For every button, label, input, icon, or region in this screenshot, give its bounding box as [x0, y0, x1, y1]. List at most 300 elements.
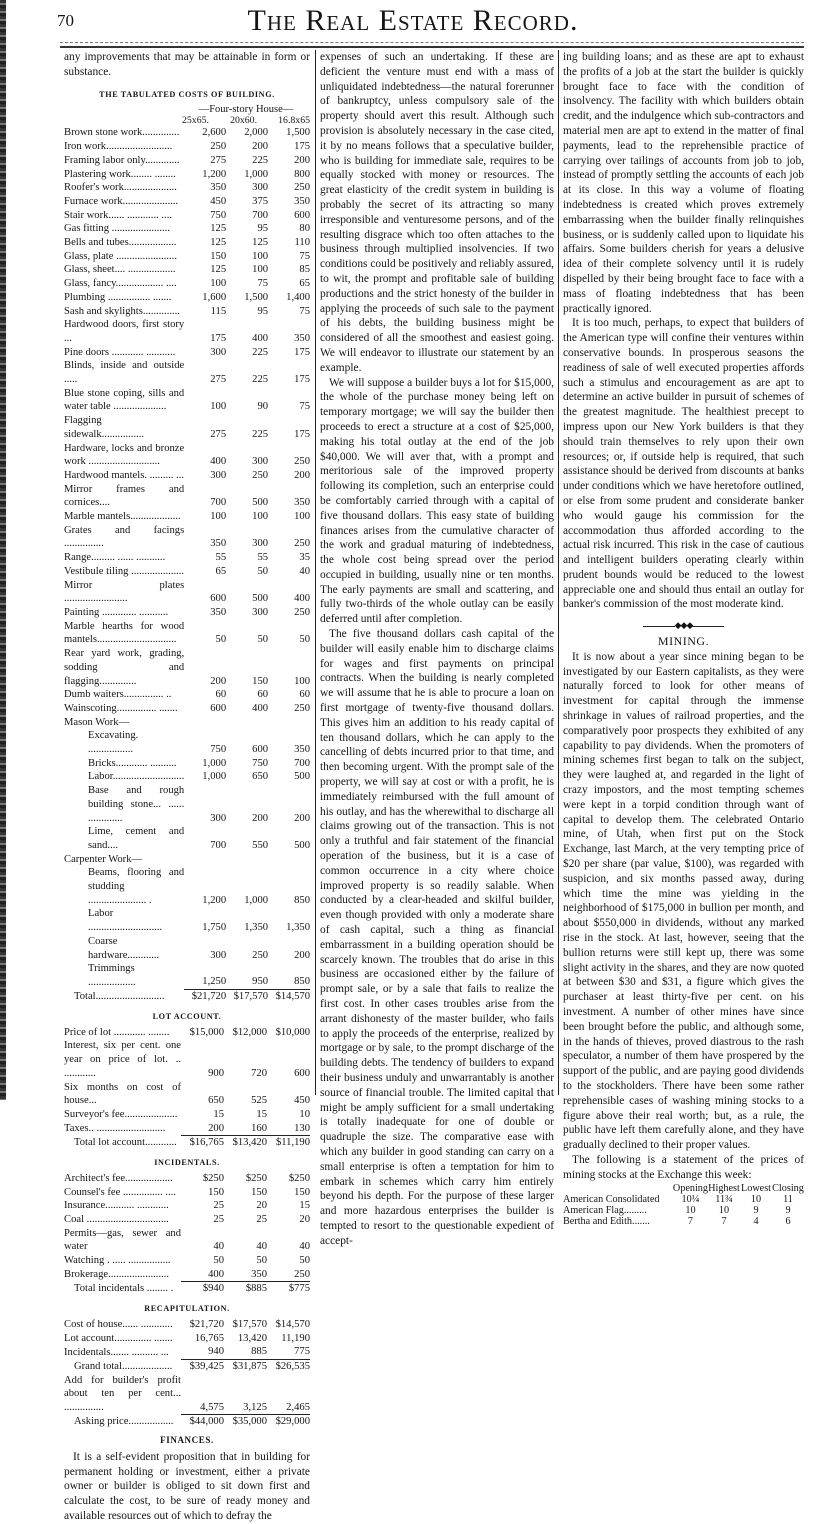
cell-value: $12,000 — [232, 1026, 267, 1038]
cell-value: 50 — [299, 1255, 310, 1267]
row-label: Excavating. ................. — [88, 730, 139, 756]
cell-value: 300 — [210, 346, 227, 358]
stock-row — [563, 1205, 804, 1216]
cell-value: 500 — [252, 593, 269, 605]
scan-edge — [0, 0, 6, 1100]
cell-value: 50 — [213, 1255, 224, 1267]
stock-row — [563, 1216, 804, 1227]
stock-name: Bertha and Edith....... — [563, 1215, 650, 1227]
row-label: Price of lot ............ ........ — [64, 1026, 170, 1038]
cell-value: 400 — [294, 593, 310, 605]
cell-value: 160 — [251, 1122, 267, 1134]
table-row — [64, 1282, 310, 1296]
cell-value: 525 — [251, 1095, 267, 1107]
cell-value: 800 — [294, 168, 310, 180]
lot-account-title: LOT ACCOUNT. — [152, 1011, 222, 1021]
stock-price: 11 — [783, 1193, 793, 1205]
table-row — [64, 729, 310, 756]
cell-value: 200 — [252, 141, 269, 153]
cell-value: 15 — [299, 1200, 310, 1212]
row-label: Hardware, locks and bronze work ........................... — [64, 442, 185, 468]
costs-table — [64, 126, 310, 1004]
row-label: Mirror plates ........................ — [64, 579, 185, 605]
table-row — [64, 907, 310, 934]
row-label: Sash and skylights.............. — [64, 305, 180, 317]
cell-value: 750 — [210, 209, 227, 221]
cell-value: $250 — [245, 1172, 267, 1184]
paragraph: expenses of such an undertaking. If these are deficient the venture must end with a mass of unliquidated indebtedness—the natural forerunner of bankruptcy, unless compulsory sale of the property should avert this result. Although such provision is absolutely necessary in the case cited, it by no means follows that a speculative builder, who is building for immediate sale, requires to be equally stocked with money or resources. The great elasticity of the credit system in building is probably the secret of its attracting so many irresponsible and venturesome persons, and of the resulting disgrace which too often attaches to the business through multiplied insolvencies. If two conditions could be positively and reliably assured, to wit, the prompt and profitable sale of building productions and the strict honesty of the builder in applying the proceeds of such sale to the payment of his debts, the building business might be considered of all the smoothest and easiest going. We will endeavor to illustrate our statement by an example. — [320, 51, 554, 374]
recap-rows — [64, 1318, 310, 1360]
row-label: Beams, flooring and studding ...................... . — [88, 867, 185, 906]
cell-value: 110 — [294, 237, 310, 249]
row-label: Gas fitting ...................... — [64, 223, 170, 235]
cell-value: 35 — [299, 552, 310, 564]
lot-rows — [64, 1026, 310, 1136]
cell-value: 200 — [294, 154, 310, 166]
row-label: Painting ............. ........... — [64, 607, 169, 618]
cell-value: 25 — [256, 1213, 267, 1225]
table-row — [64, 524, 310, 551]
cell-value: 1,250 — [202, 976, 227, 988]
column-header: 25x65. — [182, 115, 209, 127]
cell-value: 350 — [294, 195, 310, 207]
cell-value: 40 — [299, 1241, 310, 1253]
table-row — [64, 318, 310, 345]
table-row — [64, 1199, 310, 1213]
cell-value: $775 — [267, 1282, 310, 1296]
table-row — [64, 565, 310, 579]
row-label: Hardwood mantels. ......... ... — [64, 469, 185, 481]
cell-value: $13,420 — [224, 1136, 267, 1150]
stock-column-header: Closing — [772, 1182, 804, 1194]
intro-text: any improvements that may be attainable in form or substance. — [64, 51, 310, 78]
cell-value: 1,500 — [286, 127, 310, 139]
cell-value: 275 — [210, 428, 227, 440]
row-label: Coarse hardware............ — [88, 935, 160, 961]
table-row — [64, 195, 310, 209]
table-row — [64, 757, 310, 771]
table-row — [64, 962, 310, 989]
mining-stocks-table — [563, 1183, 804, 1227]
cell-value: 100 — [252, 264, 269, 276]
table-row — [64, 1268, 310, 1282]
cell-value: 125 — [252, 237, 269, 249]
row-label: Lime, cement and sand.... — [88, 826, 185, 851]
table-row — [64, 770, 310, 784]
cell-value: 250 — [252, 469, 269, 481]
cell-value: 400 — [210, 456, 227, 468]
lot-total — [64, 1136, 310, 1150]
table-row — [64, 647, 310, 688]
cell-value: $16,765 — [181, 1136, 224, 1150]
row-label: Total lot account............ — [74, 1137, 177, 1149]
row-label: Glass, sheet.... .................. — [64, 264, 176, 276]
cell-value: 125 — [210, 264, 227, 276]
recap-table — [64, 1318, 310, 1429]
cell-value: 2,465 — [286, 1401, 310, 1413]
cell-value: 1,200 — [202, 894, 227, 906]
cell-value: 1,600 — [202, 291, 227, 303]
row-label: Surveyor's fee.................... — [64, 1108, 178, 1120]
cell-value: 650 — [208, 1095, 224, 1107]
table-row — [64, 305, 310, 319]
cell-value: $44,000 — [181, 1415, 224, 1429]
cell-value: 1,350 — [244, 922, 269, 934]
cell-value: 400 — [252, 332, 269, 344]
incidental-rows — [64, 1172, 310, 1282]
cell-value: 100 — [294, 675, 310, 687]
cell-value: 175 — [294, 346, 310, 358]
cell-value: 250 — [294, 182, 310, 194]
cell-value: 50 — [256, 1255, 267, 1267]
cell-value: 1,000 — [202, 771, 227, 783]
cell-value: 20 — [299, 1213, 310, 1225]
recap-title: RECAPITULATION. — [144, 1304, 230, 1314]
cell-value: 700 — [294, 757, 310, 769]
stock-price: 10 — [685, 1204, 696, 1216]
table-row — [64, 866, 310, 907]
cell-value: $21,720 — [189, 1318, 224, 1330]
row-label: Wainscoting............... ....... — [64, 702, 178, 714]
cell-value: 650 — [252, 771, 269, 783]
table-row — [64, 1108, 310, 1122]
cell-value: $21,720 — [184, 990, 226, 1004]
cell-value: 100 — [210, 278, 227, 290]
cell-value: 225 — [252, 428, 269, 440]
header-rule-dashed — [60, 42, 804, 43]
row-label: Taxes.. .......................... — [64, 1123, 166, 1135]
cell-value: 775 — [294, 1346, 310, 1358]
row-label: Grates and facings ............... — [64, 524, 185, 550]
row-label: Labor ............................ — [88, 908, 163, 934]
row-label: Six months on cost of house... — [64, 1081, 181, 1107]
cell-value: 850 — [294, 976, 310, 988]
row-label: Brokerage....................... — [64, 1269, 170, 1281]
cell-value: 1,400 — [286, 291, 310, 303]
cell-value: 1,000 — [244, 168, 269, 180]
table-row — [64, 236, 310, 250]
cell-value: 250 — [294, 456, 310, 468]
table-row — [64, 222, 310, 236]
row-label: Total incidentals ........ . — [74, 1283, 174, 1295]
row-label: Bricks............ .......... — [88, 757, 177, 769]
table-row — [64, 935, 310, 962]
table-row — [64, 1122, 310, 1136]
cell-value: 75 — [299, 401, 310, 413]
paragraph: It is too much, perhaps, to expect that builders of the American type will confine their ventures within conservative bounds. In prosperous seasons the readiness of sale of well executed properties affords such a stimulus and encouragement as are apt to determine an active builder in pursuit of schemes of the greatest magnitude. The healthiest precept to impress upon our New York builders is that they should train themselves to rely upon their own resources; or, if outside help is required, that such assistance should be derived from discounts at banks under conditions which we have heretofore outlined, or else from some prudent and considerate banker who would gauge his commission for the accommodation thus afforded according to the actual risk incurred. This risk in the case of cautious and intelligent builders operating clearly within prudent bounds would be reduced to the lowest appreciable one and should thus entail an outlay for banker's commission of the most moderate kind. — [563, 317, 804, 611]
row-label: Iron work......................... — [64, 141, 173, 153]
row-label: Plumbing ................ ....... — [64, 291, 172, 303]
row-label: Total.......................... — [74, 991, 165, 1003]
row-label: Permits—gas, sewer and water — [64, 1227, 181, 1253]
paragraph: It is now about a year since mining began to be investigated by our Eastern capitalists, as they were naturally forced to look for other means of investment for capital through the immense shrinkage in values of railroad properties, and the comparatively poor prospects they exhibited of any capability to pay dividends. When the promoters of mining schemes first began to talk on the subject, they were laughed at, and regarded in the light of crazy impostors, and the most tempting schemes were kept in a torpid condition through want of capital to develop them. The celebrated Ontario mine, of Utah, when first put on the Stock Exchange, last March, at the very tempting price of $20 per share (par value, $100), was regarded with suspicion, and six months passed away, during which time the mine was yielding in the neighborhood of $175,000 in bullion per month, and about $550,000 in dividends, without any marked rise in the stock. At last, however, seeing that the bullion returns were still kept up, there was some slight activity in the shares, and they are now quoted at between $30 and $31, a figure which gives the purchaser at least thirty-five per cent. on his investment. A number of other mines have since been brought before the public, and although some, in the hands of thieves, proved diastrous to the rash speculator, a number of them have prospered by the support of the public, and are paying good dividends to the stockholders. There have been some rather reprehensible cases of washing mining stocks to a figure above their real worth; but, as a rule, the public have left them carefully alone, and they have gradually declined to their proper values. — [563, 650, 804, 1152]
cell-value: 125 — [210, 237, 227, 249]
row-label: Watching . ..... ................ — [64, 1255, 171, 1267]
cell-value: 225 — [252, 374, 269, 386]
building-total — [64, 990, 310, 1004]
cell-value: 1,000 — [202, 757, 227, 769]
table-row — [64, 442, 310, 469]
table-row — [64, 250, 310, 264]
finances-heading: FINANCES. — [160, 1435, 214, 1446]
cell-value: 175 — [294, 374, 310, 386]
table-row — [64, 606, 310, 620]
cell-value: 885 — [251, 1346, 267, 1358]
cell-value: 90 — [257, 401, 269, 413]
stock-price: 6 — [785, 1215, 791, 1227]
stock-column-header: Opening — [672, 1182, 708, 1194]
incidentals-title: INCIDENTALS. — [154, 1158, 220, 1168]
stock-price: 7 — [721, 1215, 727, 1227]
row-label: Labor........................... — [88, 771, 185, 783]
row-label: Brown stone work.............. — [64, 127, 180, 139]
cell-value: 950 — [252, 976, 269, 988]
stock-name: American Flag......... — [563, 1204, 647, 1216]
row-label: Asking price................. — [74, 1416, 174, 1428]
table-row — [64, 1026, 310, 1040]
row-label: Stair work...... ............ .... — [64, 209, 172, 221]
column-2 — [320, 50, 554, 1249]
cell-value: 400 — [208, 1268, 224, 1280]
cell-value: 275 — [210, 154, 227, 166]
row-label: Framing labor only............. — [64, 154, 180, 166]
row-label: Insurance........... ............ — [64, 1200, 169, 1212]
carpenter-rows — [64, 866, 310, 989]
row-label: Base and rough building stone... ...... ............. — [88, 785, 185, 824]
cell-value: 350 — [251, 1268, 267, 1280]
table-row — [64, 346, 310, 360]
mason-rows — [64, 729, 310, 852]
cell-value: 150 — [294, 1186, 310, 1198]
cell-value: 300 — [252, 456, 269, 468]
cell-value: 150 — [210, 250, 227, 262]
cell-value: 16,765 — [194, 1332, 224, 1344]
table-row — [64, 990, 310, 1004]
cell-value: 200 — [294, 949, 310, 961]
table-row — [64, 1318, 310, 1332]
column-header: 20x60. — [230, 115, 258, 127]
stock-price: 10 — [718, 1204, 730, 1216]
table-row — [64, 1227, 310, 1254]
section-ornament: ◆◆◆ — [563, 618, 804, 633]
incidentals-table — [64, 1172, 310, 1296]
stock-price: 9 — [753, 1204, 759, 1216]
cell-value: 150 — [252, 675, 269, 687]
row-label: Cost of house...... ............ — [64, 1318, 173, 1330]
cell-value: 250 — [252, 949, 269, 961]
stock-price: 7 — [687, 1215, 693, 1227]
column-divider — [558, 50, 559, 1095]
row-label: Interest, six per cent. one year on price of lot. .. ............ — [64, 1040, 181, 1079]
row-label: Blinds, inside and outside ..... — [64, 360, 185, 386]
finances-text: It is a self-evident proposition that in building for permanent holding or investment, either a private owner or builder is obliged to sit down first and calculate the cost, to be sure of ready money and available resources out of which to defray the — [64, 1450, 310, 1523]
cell-value: 700 — [210, 497, 227, 509]
cell-value: 1,200 — [202, 168, 227, 180]
cell-value: 10 — [299, 1108, 310, 1120]
stock-name: American Consolidated — [563, 1193, 660, 1205]
profit-row — [64, 1374, 310, 1415]
cell-value: 60 — [215, 689, 227, 701]
row-label: Range......... ...... ........... — [64, 552, 166, 564]
cell-value: 250 — [294, 538, 310, 550]
cell-value: 65 — [299, 278, 310, 290]
stock-row — [563, 1194, 804, 1205]
row-label: Roofer's work.................... — [64, 182, 177, 194]
table-row — [64, 469, 310, 483]
mason-header: Mason Work— — [64, 716, 130, 728]
table-row — [64, 1415, 310, 1429]
column-3 — [563, 50, 804, 1227]
paragraph: The following is a statement of the prices of mining stocks at the Exchange this week: — [563, 1153, 804, 1181]
row-label: Hardwood doors, first story ... — [64, 319, 185, 344]
cell-value: 85 — [299, 264, 310, 276]
table-row — [64, 579, 310, 606]
cell-value: 25 — [213, 1213, 224, 1225]
cell-value: 15 — [213, 1108, 224, 1120]
cell-value: $14,570 — [275, 1318, 310, 1330]
cell-value: 300 — [252, 607, 269, 618]
row-label: Pine doors ............ ........... — [64, 346, 176, 358]
row-label: Marble hearths for wood mantels.............................. — [64, 620, 185, 646]
cell-value: 50 — [257, 565, 269, 577]
cell-value: 250 — [294, 702, 310, 714]
cell-value: 1,500 — [244, 291, 269, 303]
grand-total — [64, 1360, 310, 1374]
cell-value: 95 — [257, 305, 269, 317]
row-label: Bells and tubes.................. — [64, 237, 177, 249]
cell-value: 100 — [252, 511, 269, 523]
table-row — [64, 168, 310, 182]
table-row — [64, 1039, 310, 1080]
building-rows — [64, 126, 310, 715]
cell-value: 200 — [294, 469, 310, 481]
cell-value: 2,000 — [244, 127, 269, 139]
table-row — [64, 140, 310, 154]
row-label: Plastering work........ ........ — [64, 168, 176, 180]
cell-value: $29,000 — [267, 1415, 310, 1429]
cell-value: $885 — [224, 1282, 267, 1296]
cell-value: 60 — [257, 689, 269, 701]
cell-value: 225 — [252, 346, 269, 358]
cell-value: 2,600 — [202, 127, 227, 139]
cell-value: 1,750 — [202, 922, 227, 934]
paragraph: The five thousand dollars cash capital of the builder will easily enable him to discharge claims for wages and first payments on principal contracts. When the building is nearly completed we will assume that he is able to procure a loan on first mortgage of twenty-five thousand dollars. This gives him an addition to his ready capital of ten thousand dollars, which he can apply to the cancelling of debts incurred prior to that time, and then becoming urgent. With the prompt sale of the property, we will say at cost or with a profit, he is immediately reimbursed with the full amount of his outlay, and has the wherewithal to discharge all claims growing out of the transaction. This is not only a truthful and fair statement of the financial operation of the business, but it is a case of common occurrence in a city where choice improved property is so readily salable. When conducted by a clear-headed and skilful builder, even though provided with only a moderate share of cash capital, such a thing as financial embarrassment in a building operation should be scarcely known. The troubles that do arise in this business are occasioned either by the failure of prompt sale, or by a sale that fails to realize the first cost. In other cases troubles arise from the arrant dishonesty of the master builder, who fails to apply the proceeds of the enterprise, realized by mortgage or by sale, to the prompt discharge of the building debts. The tendency of builders to expand their business unduly and unwarrantably is another source of financial trouble. The limited capital that might be amply sufficient for a small undertaking is totally inadequate for one of double or quadruple the size. The comparative ease with which any builder in good standing can carry on a small enterprise is often a temptation for him to embark in schemes which carry him entirely beyond his depth. For the purpose of these larger and more hazardous enterprises the builder is tempted to resort to the questionable expedient of accept- — [320, 628, 554, 1247]
mason-section — [64, 716, 310, 730]
table-row — [64, 688, 310, 702]
cell-value: 350 — [210, 182, 227, 194]
cell-value: 50 — [215, 634, 227, 646]
table-row — [64, 551, 310, 565]
cell-value: 600 — [210, 593, 227, 605]
table-row — [64, 1254, 310, 1268]
cell-value: 450 — [294, 1095, 310, 1107]
stock-column-header: Lowest — [741, 1182, 771, 1194]
cell-value: 55 — [215, 552, 227, 564]
row-label: Grand total................... — [74, 1361, 173, 1373]
cell-value: 100 — [252, 250, 269, 262]
cell-value: 750 — [210, 744, 227, 756]
cell-value: 60 — [299, 689, 310, 701]
table-row — [64, 483, 310, 510]
cell-value: 11,190 — [281, 1332, 310, 1344]
cell-value: 300 — [210, 469, 227, 481]
cell-value: 20 — [256, 1200, 267, 1212]
cell-value: 40 — [213, 1241, 224, 1253]
row-label: Dumb waiters............... .. — [64, 689, 172, 701]
cell-value: 375 — [252, 195, 269, 207]
cell-value: 25 — [213, 1200, 224, 1212]
cell-value: 75 — [299, 250, 310, 262]
table-row — [64, 154, 310, 168]
cell-value: 350 — [210, 538, 227, 550]
cell-value: 700 — [252, 209, 269, 221]
cell-value: 40 — [256, 1241, 267, 1253]
carpenter-header: Carpenter Work— — [64, 853, 143, 865]
cell-value: 750 — [252, 757, 269, 769]
mining-heading: MINING. — [657, 634, 710, 649]
lot-table — [64, 1026, 310, 1150]
cell-value: 600 — [252, 744, 269, 756]
stock-column-header: Highest — [708, 1182, 740, 1194]
cell-value: 1,350 — [286, 922, 310, 934]
row-label: Marble mantels................... — [64, 511, 181, 523]
cell-value: 15 — [256, 1108, 267, 1120]
cell-value: 300 — [252, 538, 269, 550]
cell-value: 600 — [210, 702, 227, 714]
row-label: Glass, plate ....................... — [64, 250, 177, 262]
cell-value: 450 — [210, 195, 227, 207]
cell-value: $17,570 — [232, 1318, 267, 1330]
cell-value: 500 — [294, 839, 310, 851]
row-label: Glass, fancy.................. .... — [64, 278, 177, 290]
cell-value: 850 — [294, 894, 310, 906]
table-row — [64, 1136, 310, 1150]
stock-price: 10 — [750, 1193, 762, 1205]
cell-value: 275 — [210, 374, 227, 386]
cell-value: $17,570 — [226, 990, 268, 1004]
table-row — [64, 1081, 310, 1108]
cell-value: 300 — [252, 182, 269, 194]
table-row — [64, 209, 310, 223]
cell-value: 95 — [257, 223, 269, 235]
cell-value: 130 — [294, 1122, 310, 1134]
cell-value: $250 — [288, 1172, 310, 1184]
cell-value: 75 — [299, 305, 310, 317]
row-label: Trimmings .................. — [88, 963, 136, 988]
cell-value: 940 — [208, 1346, 224, 1358]
cell-value: 225 — [252, 154, 269, 166]
table-row — [64, 510, 310, 524]
cell-value: 600 — [294, 1067, 310, 1079]
table-row — [64, 1332, 310, 1346]
row-label: Counsel's fee ............... .... — [64, 1186, 176, 1198]
table-row — [64, 359, 310, 386]
masthead: The Real Estate Record. — [247, 4, 579, 37]
cell-value: 175 — [210, 332, 227, 344]
incidentals-total — [64, 1282, 310, 1296]
table-row — [64, 263, 310, 277]
cell-value: 150 — [208, 1186, 224, 1198]
cell-value: 50 — [299, 634, 310, 646]
table-row — [64, 825, 310, 852]
table-row — [64, 1374, 310, 1415]
cell-value: 720 — [251, 1067, 267, 1079]
stock-rows — [563, 1194, 804, 1227]
row-label: Architect's fee.................. — [64, 1172, 173, 1184]
cell-value: 100 — [294, 511, 310, 523]
table-group-header: —Four-story House— — [198, 104, 294, 116]
cell-value: 250 — [294, 1268, 310, 1280]
